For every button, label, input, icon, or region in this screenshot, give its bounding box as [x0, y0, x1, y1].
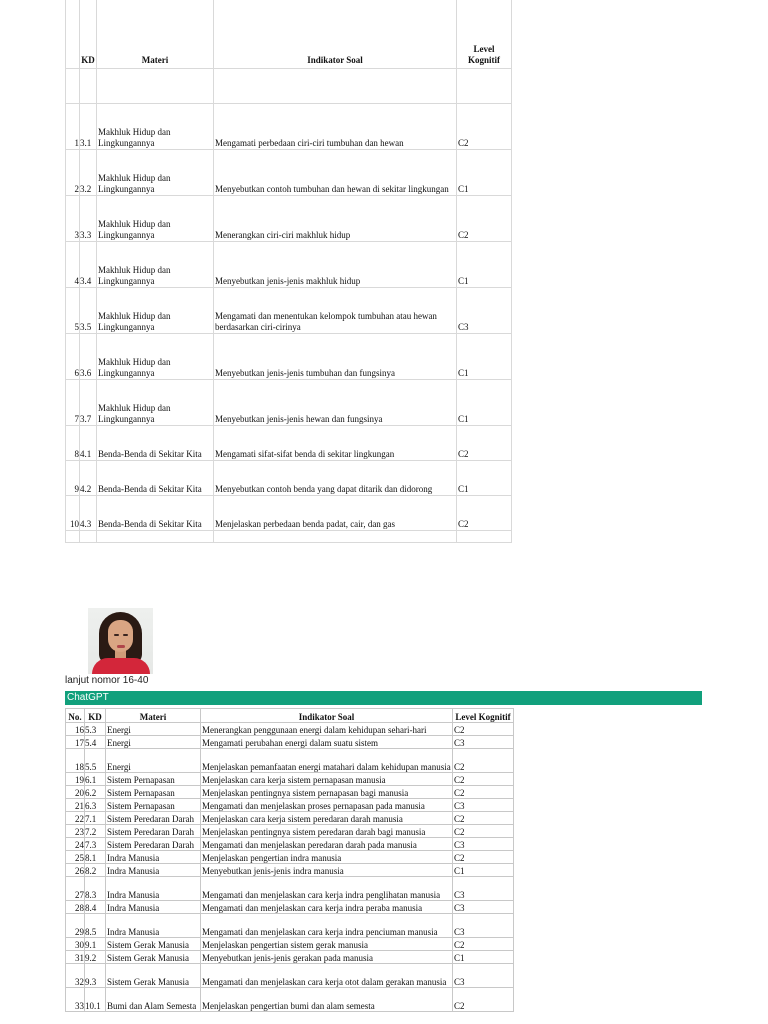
kd-cell: 5.3	[85, 723, 106, 736]
kd-cell: 5.5	[85, 749, 106, 773]
level-cell: C3	[453, 799, 514, 812]
level-cell: C3	[453, 736, 514, 749]
table-row	[66, 864, 514, 877]
level-cell: C2	[453, 773, 514, 786]
indikator-cell: Mengamati dan menjelaskan cara kerja indra penglihatan manusia	[201, 877, 453, 901]
materi-cell: Makhluk Hidup dan Lingkungannya	[97, 241, 214, 287]
kd-cell: 8.2	[85, 864, 106, 877]
materi-cell: Makhluk Hidup dan Lingkungannya	[97, 287, 214, 333]
row-number: 30	[66, 938, 85, 951]
indikator-header: Indikator Soal	[201, 709, 453, 723]
kd-cell: 8.4	[85, 901, 106, 914]
kd-cell: 7.2	[85, 825, 106, 838]
row-number: 1	[66, 103, 80, 149]
empty-row	[66, 530, 512, 542]
materi-cell: Makhluk Hidup dan Lingkungannya	[97, 195, 214, 241]
level-cell: C2	[453, 825, 514, 838]
indikator-cell: Mengamati dan menjelaskan cara kerja otot dalam gerakan manusia	[201, 964, 453, 988]
level-cell: C1	[457, 460, 512, 495]
indikator-header: Indikator Soal	[214, 0, 457, 68]
level-cell: C3	[453, 877, 514, 901]
indikator-cell: Mengamati sifat-sifat benda di sekitar lingkungan	[214, 425, 457, 460]
materi-header: Materi	[97, 0, 214, 68]
level-cell: C2	[453, 723, 514, 736]
kd-header: KD	[80, 0, 97, 68]
materi-cell: Bumi dan Alam Semesta	[106, 988, 201, 1012]
indikator-cell: Menjelaskan cara kerja sistem pernapasan manusia	[201, 773, 453, 786]
indikator-cell: Mengamati dan menjelaskan cara kerja indra peraba manusia	[201, 901, 453, 914]
kd-cell: 4.1	[80, 425, 97, 460]
indikator-cell: Menyebutkan contoh benda yang dapat ditarik dan didorong	[214, 460, 457, 495]
materi-cell: Indra Manusia	[106, 877, 201, 901]
materi-cell: Sistem Pernapasan	[106, 786, 201, 799]
level-header: Level Kognitif	[457, 0, 512, 68]
no-header: No.	[66, 709, 85, 723]
row-number: 31	[66, 951, 85, 964]
table-row	[66, 460, 512, 495]
level-cell: C2	[453, 786, 514, 799]
indikator-cell: Menyebutkan jenis-jenis indra manusia	[201, 864, 453, 877]
row-number: 32	[66, 964, 85, 988]
table-row	[66, 938, 514, 951]
row-number: 3	[66, 195, 80, 241]
indikator-cell: Menjelaskan perbedaan benda padat, cair, dan gas	[214, 495, 457, 530]
row-number: 28	[66, 901, 85, 914]
row-number: 25	[66, 851, 85, 864]
indikator-cell: Mengamati dan menentukan kelompok tumbuhan atau hewan berdasarkan ciri-cirinya	[214, 287, 457, 333]
table-row	[66, 773, 514, 786]
materi-cell: Sistem Peredaran Darah	[106, 812, 201, 825]
materi-cell: Sistem Gerak Manusia	[106, 938, 201, 951]
level-cell: C3	[453, 901, 514, 914]
indikator-cell: Menyebutkan jenis-jenis hewan dan fungsinya	[214, 379, 457, 425]
row-number: 22	[66, 812, 85, 825]
kd-cell: 3.6	[80, 333, 97, 379]
kd-cell: 8.3	[85, 877, 106, 901]
level-cell: C3	[453, 838, 514, 851]
row-number: 6	[66, 333, 80, 379]
kd-cell: 9.1	[85, 938, 106, 951]
materi-cell: Indra Manusia	[106, 914, 201, 938]
row-number: 16	[66, 723, 85, 736]
table-row	[66, 103, 512, 149]
materi-cell: Makhluk Hidup dan Lingkungannya	[97, 103, 214, 149]
table-row	[66, 901, 514, 914]
row-number: 9	[66, 460, 80, 495]
table-row	[66, 988, 514, 1012]
kd-cell: 6.1	[85, 773, 106, 786]
materi-cell: Energi	[106, 723, 201, 736]
indikator-cell: Mengamati dan menjelaskan peredaran darah pada manusia	[201, 838, 453, 851]
row-number: 17	[66, 736, 85, 749]
kd-cell: 4.2	[80, 460, 97, 495]
level-cell: C2	[453, 988, 514, 1012]
table-row	[66, 812, 514, 825]
materi-cell: Sistem Peredaran Darah	[106, 825, 201, 838]
indikator-cell: Menyebutkan contoh tumbuhan dan hewan di sekitar lingkungan	[214, 149, 457, 195]
materi-cell: Makhluk Hidup dan Lingkungannya	[97, 333, 214, 379]
table-row	[66, 333, 512, 379]
kd-cell: 7.3	[85, 838, 106, 851]
level-cell: C1	[457, 333, 512, 379]
row-number: 24	[66, 838, 85, 851]
indikator-cell: Menjelaskan pengertian sistem gerak manusia	[201, 938, 453, 951]
level-cell: C1	[453, 864, 514, 877]
table-row	[66, 736, 514, 749]
materi-cell: Benda-Benda di Sekitar Kita	[97, 425, 214, 460]
kd-cell: 10.1	[85, 988, 106, 1012]
kd-cell: 3.1	[80, 103, 97, 149]
kisi-kisi-table-top	[65, 0, 512, 543]
indikator-cell: Menjelaskan pemanfaatan energi matahari dalam kehidupan manusia	[201, 749, 453, 773]
table-row	[66, 838, 514, 851]
kd-header: KD	[85, 709, 106, 723]
table-row	[66, 786, 514, 799]
table-row	[66, 951, 514, 964]
indikator-cell: Menyebutkan jenis-jenis makhluk hidup	[214, 241, 457, 287]
row-number: 7	[66, 379, 80, 425]
kd-cell: 8.1	[85, 851, 106, 864]
row-number: 4	[66, 241, 80, 287]
level-header: Level Kognitif	[453, 709, 514, 723]
kd-cell: 3.7	[80, 379, 97, 425]
indikator-cell: Mengamati perubahan energi dalam suatu sistem	[201, 736, 453, 749]
indikator-cell: Menerangkan penggunaan energi dalam kehidupan sehari-hari	[201, 723, 453, 736]
row-number: 18	[66, 749, 85, 773]
materi-cell: Indra Manusia	[106, 901, 201, 914]
row-number: 2	[66, 149, 80, 195]
row-number: 33	[66, 988, 85, 1012]
table-row	[66, 877, 514, 901]
table-row	[66, 425, 512, 460]
user-message: lanjut nomor 16-40	[65, 675, 149, 686]
level-cell: C1	[453, 951, 514, 964]
materi-cell: Benda-Benda di Sekitar Kita	[97, 495, 214, 530]
table-row	[66, 825, 514, 838]
level-cell: C2	[453, 812, 514, 825]
level-cell: C2	[457, 495, 512, 530]
materi-cell: Sistem Gerak Manusia	[106, 951, 201, 964]
kd-cell: 6.2	[85, 786, 106, 799]
indikator-cell: Mengamati dan menjelaskan proses pernapasan pada manusia	[201, 799, 453, 812]
materi-cell: Energi	[106, 736, 201, 749]
row-number: 29	[66, 914, 85, 938]
level-cell: C3	[457, 287, 512, 333]
row-number: 23	[66, 825, 85, 838]
level-cell: C2	[453, 749, 514, 773]
table-row	[66, 914, 514, 938]
table-row	[66, 799, 514, 812]
row-number: 19	[66, 773, 85, 786]
chatgpt-label-bar: ChatGPT	[65, 691, 702, 705]
indikator-cell: Mengamati dan menjelaskan cara kerja indra penciuman manusia	[201, 914, 453, 938]
materi-cell: Makhluk Hidup dan Lingkungannya	[97, 379, 214, 425]
table-row	[66, 287, 512, 333]
materi-cell: Indra Manusia	[106, 864, 201, 877]
kd-cell: 9.3	[85, 964, 106, 988]
row-number: 26	[66, 864, 85, 877]
materi-cell: Energi	[106, 749, 201, 773]
table-row	[66, 964, 514, 988]
kd-cell: 5.4	[85, 736, 106, 749]
table-row	[66, 241, 512, 287]
materi-cell: Sistem Gerak Manusia	[106, 964, 201, 988]
row-number: 27	[66, 877, 85, 901]
indikator-cell: Mengamati perbedaan ciri-ciri tumbuhan dan hewan	[214, 103, 457, 149]
indikator-cell: Menjelaskan pengertian bumi dan alam semesta	[201, 988, 453, 1012]
indikator-cell: Menyebutkan jenis-jenis gerakan pada manusia	[201, 951, 453, 964]
user-avatar	[88, 608, 153, 674]
materi-header: Materi	[106, 709, 201, 723]
kd-cell: 4.3	[80, 495, 97, 530]
level-cell: C2	[457, 425, 512, 460]
indikator-cell: Menjelaskan pentingnya sistem pernapasan bagi manusia	[201, 786, 453, 799]
table-row	[66, 851, 514, 864]
row-number: 5	[66, 287, 80, 333]
row-number: 21	[66, 799, 85, 812]
level-cell: C2	[453, 851, 514, 864]
row-number: 20	[66, 786, 85, 799]
table-row	[66, 495, 512, 530]
materi-cell: Sistem Pernapasan	[106, 773, 201, 786]
materi-cell: Benda-Benda di Sekitar Kita	[97, 460, 214, 495]
table-row	[66, 379, 512, 425]
indikator-cell: Menjelaskan pentingnya sistem peredaran darah bagi manusia	[201, 825, 453, 838]
materi-cell: Sistem Pernapasan	[106, 799, 201, 812]
kd-cell: 8.5	[85, 914, 106, 938]
level-cell: C2	[457, 195, 512, 241]
kd-cell: 7.1	[85, 812, 106, 825]
kd-cell: 9.2	[85, 951, 106, 964]
table-row	[66, 195, 512, 241]
indikator-cell: Menjelaskan cara kerja sistem peredaran darah manusia	[201, 812, 453, 825]
kd-cell: 3.2	[80, 149, 97, 195]
level-cell: C3	[453, 914, 514, 938]
row-number: 8	[66, 425, 80, 460]
kd-cell: 3.4	[80, 241, 97, 287]
row-number: 10	[66, 495, 80, 530]
no-header	[66, 0, 80, 68]
table-row	[66, 749, 514, 773]
materi-cell: Sistem Peredaran Darah	[106, 838, 201, 851]
indikator-cell: Menjelaskan pengertian indra manusia	[201, 851, 453, 864]
kisi-kisi-table-response	[65, 708, 514, 1012]
table-row	[66, 723, 514, 736]
level-cell: C3	[453, 964, 514, 988]
materi-cell: Indra Manusia	[106, 851, 201, 864]
materi-cell: Makhluk Hidup dan Lingkungannya	[97, 149, 214, 195]
empty-row	[66, 68, 512, 103]
indikator-cell: Menyebutkan jenis-jenis tumbuhan dan fungsinya	[214, 333, 457, 379]
kd-cell: 3.3	[80, 195, 97, 241]
indikator-cell: Menerangkan ciri-ciri makhluk hidup	[214, 195, 457, 241]
level-cell: C2	[453, 938, 514, 951]
kd-cell: 6.3	[85, 799, 106, 812]
kd-cell: 3.5	[80, 287, 97, 333]
level-cell: C1	[457, 149, 512, 195]
level-cell: C2	[457, 103, 512, 149]
level-cell: C1	[457, 379, 512, 425]
level-cell: C1	[457, 241, 512, 287]
table-row	[66, 149, 512, 195]
